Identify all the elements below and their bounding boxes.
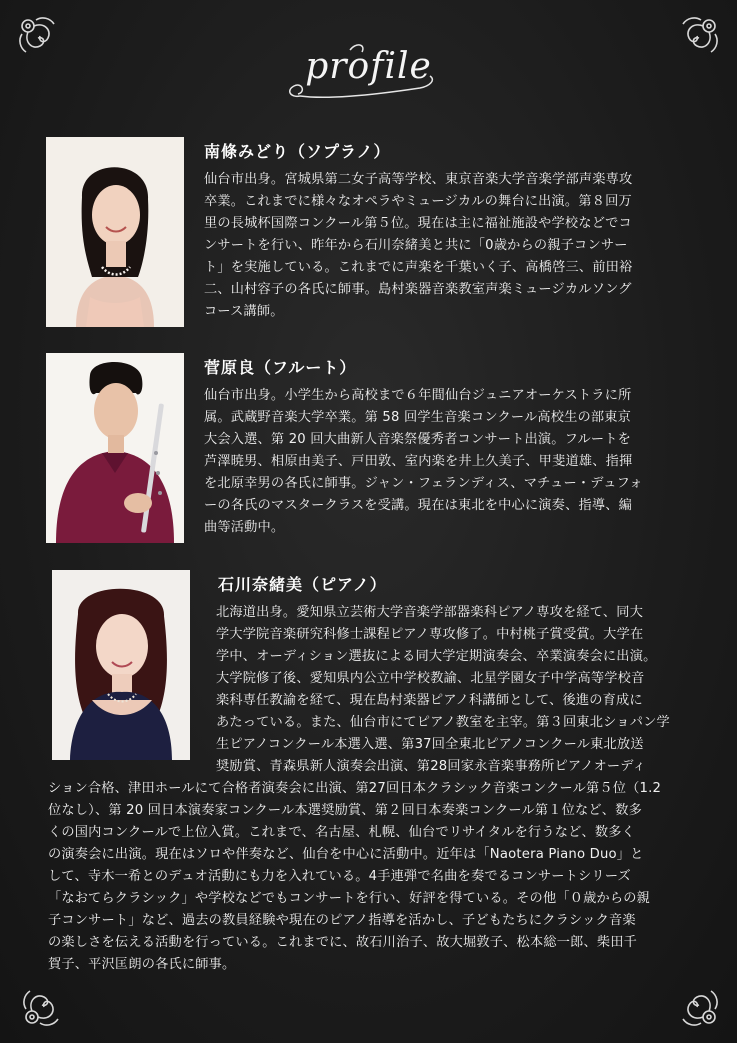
bio-line: 楽科専任教諭を経て、現在島村楽器ピアノ科講師として、後進の育成に bbox=[216, 693, 643, 708]
bio-line: 賀子、平沢匡朗の各氏に師事。 bbox=[48, 957, 236, 972]
bio-line: 位なし）、第 20 回日本演奏家コンクール本選奨励賞、第２回日本奏楽コンクール第１位など、数多 bbox=[48, 803, 642, 818]
bio-line: ト」を実施している。これまでに声楽を千葉いく子、高橋啓三、前田裕 bbox=[204, 260, 633, 275]
bio-line: ション合格、津田ホールにて合格者演奏会に出演、第27回日本クラシック音楽コンクール第５位（1.2 bbox=[48, 781, 662, 796]
bio-line: 曲等活動中。 bbox=[204, 520, 285, 535]
profile-name: 石川奈緒美（ピアノ） bbox=[218, 575, 387, 594]
bio-line: あたっている。また、仙台市にてピアノ教室を主宰。第３回東北ショパン学 bbox=[216, 715, 670, 730]
bio-line: 「なおてらクラシック」や学校などでもコンサートを行い、好評を得ている。その他「０歳からの親 bbox=[48, 891, 651, 906]
bio-line: 芦澤暁男、相原由美子、戸田敦、室内楽を井上久美子、甲斐道雄、指揮 bbox=[204, 454, 633, 469]
page-header bbox=[0, 36, 737, 106]
profile-bio-continued bbox=[48, 778, 716, 976]
bio-line: 二、山村容子の各氏に師事。島村楽器音楽教室声楽ミュージカルソング bbox=[204, 282, 632, 297]
bio-line: 大学院修了後、愛知県内公立中学校教諭、北星学園女子中学高等学校音 bbox=[216, 671, 645, 686]
profile-photo-soprano bbox=[46, 137, 184, 327]
profile-name: 南條みどり（ソプラノ） bbox=[204, 142, 391, 161]
profile-name: 菅原良（フルート） bbox=[204, 358, 357, 377]
page-title: profile bbox=[305, 46, 432, 87]
profile-bio bbox=[216, 602, 716, 778]
bio-line: 大会入選、第 20 回大曲新人音楽祭優秀者コンサート出演。フルートを bbox=[204, 432, 632, 447]
corner-ornament-icon bbox=[675, 983, 723, 1031]
bio-line: ンサートを行い、昨年から石川奈緒美と共に「0歳からの親子コンサー bbox=[204, 238, 628, 253]
bio-line: くの国内コンクールで上位入賞。これまで、名古屋、札幌、仙台でリサイタルを行うなど、数多く bbox=[48, 825, 636, 840]
bio-line: 生ピアノコンクール本選入選、第37回全東北ピアノコンクール東北放送 bbox=[216, 737, 644, 752]
bio-line: 北海道出身。愛知県立芸術大学音楽学部器楽科ピアノ専攻を経て、同大 bbox=[216, 605, 644, 620]
bio-line: 子コンサート」など、過去の教員経験や現在のピアノ指導を活かし、子どもたちにクラシック音楽 bbox=[48, 913, 636, 928]
bio-line: して、寺木一希とのデュオ活動にも力を入れている。4手連弾で名曲を奏でるコンサートシリーズ bbox=[48, 869, 631, 884]
corner-ornament-icon bbox=[18, 983, 66, 1031]
bio-line: 学大学院音楽研究科修士課程ピアノ専攻修了。中村桃子賞受賞。大学在 bbox=[216, 627, 644, 642]
bio-line: の演奏会に出演。現在はソロや伴奏など、仙台を中心に活動中。近年は「Naotera Piano Duo」と bbox=[48, 847, 644, 862]
bio-line: 仙台市出身。宮城県第二女子高等学校、東京音楽大学音楽学部声楽専攻 bbox=[204, 172, 633, 187]
bio-line: の楽しさを伝える活動を行っている。これまでに、故石川治子、故大堀敦子、松本総一郎、柴田千 bbox=[48, 935, 638, 950]
profile-photo-piano bbox=[52, 570, 190, 760]
bio-line: コース講師。 bbox=[204, 304, 284, 319]
bio-line: 卒業。これまでに様々なオペラやミュージカルの舞台に出演。第８回万 bbox=[204, 194, 632, 209]
bio-line: 属。武蔵野音楽大学卒業。第 58 回学生音楽コンクール高校生の部東京 bbox=[204, 410, 632, 425]
bio-line: 学中、オーディション選抜による同大学定期演奏会、卒業演奏会に出演。 bbox=[216, 649, 657, 664]
profile-photo-flute bbox=[46, 353, 184, 543]
bio-line: 里の長城杯国際コンクール第５位。現在は主に福祉施設や学校などでコ bbox=[204, 216, 632, 231]
bio-line: を北原幸男の各氏に師事。ジャン・フェランディス、マチュー・デュフォ bbox=[204, 476, 643, 491]
bio-line: 奨励賞、青森県新人演奏会出演、第28回家永音楽事務所ピアノオーディ bbox=[216, 759, 646, 774]
bio-line: 仙台市出身。小学生から高校まで６年間仙台ジュニアオーケストラに所 bbox=[204, 388, 632, 403]
bio-line: ーの各氏のマスタークラスを受講。現在は東北を中心に演奏、指導、編 bbox=[204, 498, 633, 513]
profile-bio bbox=[204, 385, 712, 539]
profile-bio bbox=[204, 169, 712, 323]
